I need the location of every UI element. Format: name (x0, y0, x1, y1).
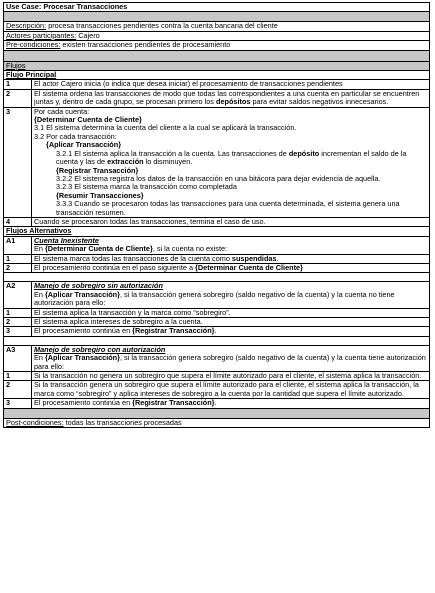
step-3-2-1: 3.2.1 El sistema aplica la transacción a la cuenta. Las transacciones de depósito incrementan el saldo de la cuenta y las de extracción lo disminuyen. (56, 148, 407, 167)
step-number: 2 (4, 381, 32, 399)
step-text: El actor Cajero inicia (o indica que desea iniciar) el procesamiento de transacciones pendientes (32, 80, 430, 89)
step-text: El procesamiento continúa en el paso siguiente a {Determinar Cuenta de Cliente} (32, 263, 430, 272)
step-3-1: 3.1 El sistema determina la cuenta del cliente a la cual se aplicará la transacción. (34, 123, 297, 133)
descripcion-value: procesa transacciones pendientes contra la cuenta bancaria del cliente (48, 21, 278, 31)
step-3-2-3: 3.2.3 El sistema marca la transacción como completada (56, 182, 237, 192)
step-number: 2 (4, 263, 32, 272)
separator-bar (4, 50, 430, 61)
actores-value: Cajero (78, 30, 100, 40)
step-text: El procesamiento continúa en {Registrar Transacción}. (32, 399, 430, 408)
step-3-3-3: 3.3.3 Cuando se procesaron todas las transacciones para una cuenta determinada, el sistema genera una transacción resumen. (56, 199, 400, 217)
alt-name: Cuenta Inexistente (34, 235, 99, 245)
alt-header (32, 345, 430, 371)
separator-bar (4, 12, 430, 22)
determinar-cuenta-label: {Determinar Cuenta de Cliente} (34, 115, 142, 125)
step-number: 3 (4, 399, 32, 408)
alt-id: A1 (4, 236, 32, 254)
descripcion-label: Descripción: (6, 21, 47, 31)
flujos-heading-row (4, 61, 430, 70)
step-number: 3 (4, 107, 32, 217)
separator-bar (4, 408, 430, 418)
main-step-row (4, 89, 430, 107)
alt-header (32, 236, 430, 254)
alt-step-row (4, 381, 430, 399)
precondiciones-value: existen transacciones pendientes de procesamiento (62, 40, 231, 50)
alt-id: A2 (4, 282, 32, 308)
step-number: 3 (4, 327, 32, 336)
step-number: 1 (4, 254, 32, 263)
flujos-heading: Flujos (4, 61, 430, 70)
alt-id: A3 (4, 345, 32, 371)
step-text: Si la transacción no genera un sobregiro que supera el límite autorizado para el cliente, el sistema aplica la transacción. (32, 372, 430, 381)
alt-header-row (4, 282, 430, 308)
use-case-table (3, 2, 430, 428)
spacer-row (4, 336, 430, 345)
flujo-principal-heading: Flujo Principal (4, 71, 430, 80)
main-step-row (4, 107, 430, 217)
alt-step-row (4, 399, 430, 408)
registrar-transaccion-label: {Registrar Transacción} (56, 165, 139, 175)
step-text: El sistema aplica la transacción y la marca como “sobregiro”. (32, 308, 430, 317)
step-number: 1 (4, 308, 32, 317)
alt-header-row (4, 345, 430, 371)
step-text: El sistema aplica intereses de sobregiro a la cuenta. (32, 318, 430, 327)
use-case-row (4, 3, 430, 12)
step-3-2-2: 3.2.2 El sistema registra los datos de la transacción en una bitácora para dejar evidencia de aquella. (56, 173, 381, 183)
alt-name: Manejo de sobregiro sin autorización (34, 281, 163, 291)
postcondiciones-label: Post-condiciones: (6, 417, 64, 427)
use-case-value: Procesar Transacciones (43, 2, 128, 11)
flujos-alternativos-heading: Flujos Alternativos (4, 227, 430, 236)
use-case-label: Use Case: (6, 2, 42, 11)
step-number: 1 (4, 372, 32, 381)
alt-condition: En {Aplicar Transacción}, si la transacción genera sobregiro (saldo negativo de la cuenta) y la cuenta tiene autorización para ello: (34, 353, 426, 371)
actores-label: Actores participantes: (6, 30, 77, 40)
precondiciones-row (4, 41, 430, 50)
step-text: El sistema marca todas las transacciones de la cuenta como suspendidas. (32, 254, 430, 263)
precondiciones-label: Pre-condiciones: (6, 40, 61, 50)
alt-name: Manejo de sobregiro con autorización (34, 344, 166, 354)
step-number: 4 (4, 217, 32, 226)
step-3-block (32, 107, 430, 217)
postcondiciones-value: todas las transacciones procesadas (65, 417, 182, 427)
alt-condition: En {Determinar Cuenta de Cliente}, si la cuenta no existe: (34, 244, 228, 254)
resumir-transacciones-label: {Resumir Transacciones} (56, 190, 144, 200)
step-text: El procesamiento continúa en {Registrar Transacción}. (32, 327, 430, 336)
alt-step-row (4, 327, 430, 336)
step-number: 1 (4, 80, 32, 89)
step3-intro: Por cada cuenta: (34, 106, 90, 116)
alt-step-row (4, 263, 430, 272)
postcondiciones-row (4, 418, 430, 427)
aplicar-transaccion-label: {Aplicar Transacción} (46, 140, 122, 150)
step-text: El sistema ordena las transacciones de modo que todas las correspondientes a una cuenta en particular se encuentren juntas y, dentro de cada grupo, se procesan primero los depósitos para evitar saldos negativos innecesarios. (32, 89, 430, 107)
flujos-alternativos-heading-row (4, 227, 430, 236)
step-text: Si la transacción genera un sobregiro que supera el límite autorizado para el cliente, el sistema aplica la transacción, la marca como “sobregiro” y aplica intereses de sobregiro a la cuenta por la cantidad que supera el límite autorizado. (32, 381, 430, 399)
alt-header (32, 282, 430, 308)
step-number: 2 (4, 318, 32, 327)
step-text: Cuando se procesaron todas las transacciones, termina el caso de uso. (32, 217, 430, 226)
alt-condition: En {Aplicar Transacción}, si la transacción genera sobregiro (saldo negativo de la cuenta) y la cuenta no tiene autorización para ello: (34, 289, 395, 308)
alt-header-row (4, 236, 430, 254)
step-3-2: 3.2 Por cada transacción: (34, 131, 117, 141)
step-number: 2 (4, 89, 32, 107)
